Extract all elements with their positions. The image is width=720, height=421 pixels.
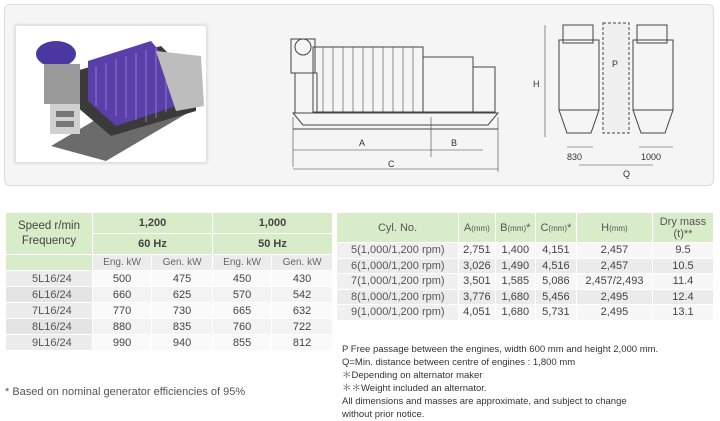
cell: 990	[93, 335, 152, 351]
cyl-label: 5(1,000/1,200 rpm)	[337, 243, 459, 259]
cell: 570	[212, 287, 271, 303]
subheader: Eng. kW	[212, 255, 271, 271]
cell: 665	[212, 303, 271, 319]
dim-label-q: Q	[623, 169, 631, 179]
note-line: Q=Min. distance between centre of engines : 1,800 mm	[342, 357, 576, 368]
cell: 5,731	[535, 305, 576, 321]
cell: 1,585	[495, 274, 535, 290]
dim-label-830: 830	[567, 152, 583, 162]
dim-label-h: H	[533, 79, 540, 89]
table-row	[337, 289, 714, 305]
output-spec-table	[5, 212, 333, 351]
cell: 940	[152, 335, 213, 351]
b-header	[495, 213, 535, 243]
c-header	[535, 213, 576, 243]
dim-label-a: A	[359, 138, 366, 148]
speed-label: Speed r/min	[17, 219, 80, 232]
dim-label-1000: 1000	[641, 152, 662, 162]
cell: 500	[93, 271, 152, 287]
dim-label-b: B	[451, 138, 458, 148]
cell: 4,051	[459, 305, 496, 321]
cyl-no-header: Cyl. No.	[337, 213, 459, 243]
cell: 722	[272, 319, 333, 335]
table-row	[6, 287, 333, 303]
cell: 2,495	[576, 305, 652, 321]
cell: 2,495	[576, 289, 652, 305]
side-view-drawing	[283, 17, 515, 185]
a-header-label: A	[463, 221, 472, 234]
table-row	[6, 335, 333, 351]
unit-label: (mm)	[609, 223, 628, 233]
subheader: Eng. kW	[93, 255, 152, 271]
cell: 3,776	[459, 289, 496, 305]
dim-label-p: P	[612, 59, 619, 69]
frequency-label: Frequency	[21, 234, 77, 247]
speed-1000-header: 1,000	[212, 213, 332, 234]
freq-60-header: 60 Hz	[93, 234, 213, 255]
cell: 730	[152, 303, 213, 319]
unit-label: (mm)	[471, 223, 490, 233]
cell: 2,751	[459, 243, 496, 259]
unit-label: (mm)	[507, 223, 527, 233]
notes-block	[342, 343, 658, 421]
note-line: P Free passage between the engines, width 600 mm and height 2,000 mm.	[342, 344, 659, 355]
table-row	[337, 258, 714, 274]
cell: 880	[93, 319, 152, 335]
dimensions-table	[336, 212, 714, 321]
h-header	[576, 213, 652, 243]
cell: 11.4	[652, 274, 713, 290]
cell: 3,501	[459, 274, 496, 290]
cell: 855	[212, 335, 271, 351]
table-row	[337, 243, 714, 259]
a-header	[459, 213, 496, 243]
c-header-label: C	[540, 221, 549, 234]
cell: 4,151	[535, 243, 576, 259]
cyl-label: 9(1,000/1,200 rpm)	[337, 305, 459, 321]
speed-1200-header: 1,200	[93, 213, 213, 234]
cell: 1,400	[495, 243, 535, 259]
table-row	[337, 274, 714, 290]
subheader: Gen. kW	[272, 255, 333, 271]
blank-header	[6, 255, 93, 271]
cell: 5,456	[535, 289, 576, 305]
cell: 1,680	[495, 305, 535, 321]
cell: 1,490	[495, 258, 535, 274]
end-view-drawing	[529, 15, 709, 183]
cyl-label: 8(1,000/1,200 rpm)	[337, 289, 459, 305]
cell: 770	[93, 303, 152, 319]
unit-label: (mm)	[548, 223, 568, 233]
cell: 1,680	[495, 289, 535, 305]
cell: 10.5	[652, 258, 713, 274]
table-row	[337, 305, 714, 321]
dim-label-c: C	[388, 159, 395, 169]
model-label: 7L16/24	[6, 303, 93, 319]
cell: 430	[272, 271, 333, 287]
cell: 9.5	[652, 243, 713, 259]
model-label: 6L16/24	[6, 287, 93, 303]
note-line: without prior notice.	[342, 409, 425, 420]
cell: 12.4	[652, 289, 713, 305]
cell: 450	[212, 271, 271, 287]
cell: 475	[152, 271, 213, 287]
cyl-label: 7(1,000/1,200 rpm)	[337, 274, 459, 290]
b-header-label: B	[500, 221, 508, 234]
cell: 4,516	[535, 258, 576, 274]
note-line: All dimensions and masses are approximate, and subject to change	[342, 396, 627, 407]
dry-mass-header	[652, 213, 713, 243]
cell: 2,457	[576, 258, 652, 274]
table-row	[6, 303, 333, 319]
cell: 542	[272, 287, 333, 303]
star-mark: *	[526, 221, 531, 234]
cell: 632	[272, 303, 333, 319]
engine-photo	[15, 25, 207, 163]
cell: 5,086	[535, 274, 576, 290]
cell: 13.1	[652, 305, 713, 321]
star-mark: *	[567, 221, 572, 234]
table-row	[6, 271, 333, 287]
subheader: Gen. kW	[152, 255, 213, 271]
speed-frequency-header	[6, 213, 93, 255]
freq-50-header: 50 Hz	[212, 234, 332, 255]
note-line: ＊Depending on alternator maker	[342, 370, 483, 381]
cell: 625	[152, 287, 213, 303]
engine-illustration	[16, 26, 206, 162]
cell: 812	[272, 335, 333, 351]
cell: 2,457/2,493	[576, 274, 652, 290]
note-line: ＊＊Weight included an alternator.	[342, 383, 487, 394]
cell: 835	[152, 319, 213, 335]
image-panel	[4, 4, 714, 186]
cell: 3,026	[459, 258, 496, 274]
dry-mass-unit: (t)**	[673, 227, 693, 240]
efficiency-footnote: * Based on nominal generator efficiencies of 95%	[5, 386, 246, 398]
dry-mass-label: Dry mass	[659, 215, 707, 228]
table-row	[6, 319, 333, 335]
cyl-label: 6(1,000/1,200 rpm)	[337, 258, 459, 274]
h-header-label: H	[601, 221, 610, 234]
model-label: 5L16/24	[6, 271, 93, 287]
cell: 2,457	[576, 243, 652, 259]
model-label: 8L16/24	[6, 319, 93, 335]
cell: 660	[93, 287, 152, 303]
cell: 760	[212, 319, 271, 335]
model-label: 9L16/24	[6, 335, 93, 351]
